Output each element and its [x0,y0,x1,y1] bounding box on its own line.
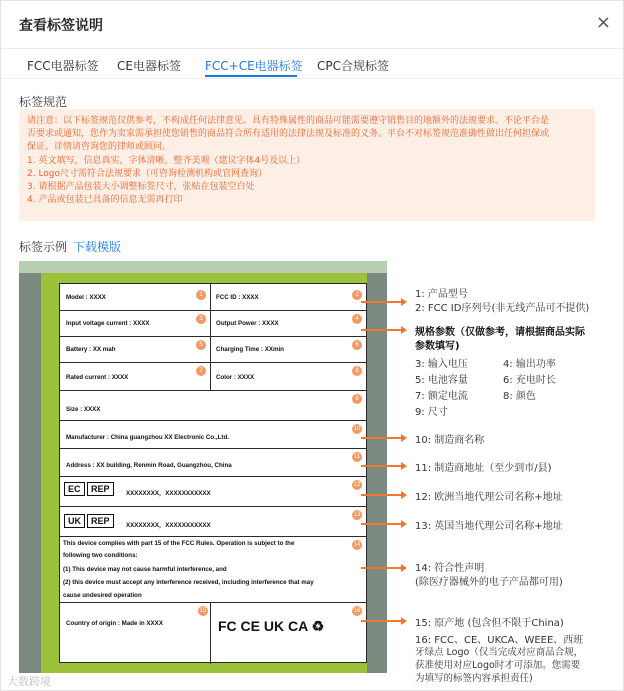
spec-annotation-title-2: 参数填写) [415,341,460,352]
marker-10: 10 [353,426,361,432]
label-sticker [59,283,367,663]
arrow [361,329,401,331]
arrow [361,523,401,525]
dialog-header [1,1,624,49]
spec-notice [19,109,595,221]
watermark: 大数跨境 [7,675,51,688]
marker-15: 15 [199,608,207,614]
arrow [361,301,401,303]
tab-ce[interactable]: CE电器标签 [117,59,181,73]
arrow-head [401,520,407,528]
annotation-5: 5: 电池容量 [415,375,468,386]
close-icon[interactable]: × [595,12,611,33]
marker-16: 16 [353,608,361,614]
arrow-head [401,462,407,470]
divider [60,448,366,449]
statement-line: cause undesired operation [63,592,142,599]
annotation-15: 15: 原产地 (包含但不限于China) [415,618,564,629]
example-section-title [19,238,121,255]
label-manufacturer: Manufacturer : China guangzhou XX Electronic Co.,Ltd. [66,434,229,441]
arrow-head [401,617,407,625]
divider [60,536,366,537]
label-model: Model : XXXX [66,294,106,301]
tab-cpc[interactable]: CPC合规标签 [317,59,389,73]
label-ec-rep: XXXXXXXX，XXXXXXXXXXX [126,490,211,497]
annotation-1: 1: 产品型号 [415,289,468,300]
annotation-16-line: 为填写的标签内容承担责任) [415,673,533,684]
active-tab-indicator [205,75,297,77]
annotation-6: 6: 充电时长 [503,375,556,386]
marker-6: 6 [352,340,362,350]
arrow-head [401,326,407,334]
marker-3: 3 [196,314,206,324]
marker-13: 13 [353,512,361,518]
annotation-11: 11: 制造商地址（至少到市/县) [415,463,552,474]
label-uk-rep: XXXXXXXX，XXXXXXXXXXX [126,522,211,529]
divider [210,602,211,664]
notice-line: 4. 产品或包装已具备的信息无需再打印 [27,195,183,206]
divider [210,284,211,390]
annotation-12: 12: 欧洲当地代理公司名称+地址 [415,492,563,503]
divider [60,602,366,603]
divider [60,420,366,421]
notice-line: 3. 请根据产品包装大小调整标签尺寸，张贴在包装空白处 [27,182,255,193]
label-fcc-id: FCC ID : XXXX [216,294,259,301]
label-battery: Battery : XX mah [66,346,116,353]
arrow-head [401,491,407,499]
dialog-title: 查看标签说明 [19,18,103,34]
label-charging-time: Charging Time : XXmin [216,346,284,353]
compliance-logos: FC CE UK CA ♻ [218,618,325,634]
divider [60,390,366,391]
annotation-10: 10: 制造商名称 [415,435,485,446]
label-output-power: Output Power : XXXX [216,320,279,327]
statement-line: following two conditions: [63,552,138,559]
annotation-13: 13: 英国当地代理公司名称+地址 [415,521,563,532]
ec-rep-symbol-ec: EC [64,482,85,496]
divider [60,336,366,337]
annotation-9: 9: 尺寸 [415,407,448,418]
arrow [361,620,401,622]
marker-1: 1 [196,290,206,300]
annotation-14-note: (除医疗器械外的电子产品都可用) [415,577,563,588]
statement-line: This device complies with part 15 of the FCC Rules. Operation is subject to the [63,540,295,547]
annotation-2: 2: FCC ID序列号(非无线产品可不提供) [415,303,590,314]
statement-line: (2) this device must accept any interference received, including interference that may [63,579,314,586]
tab-fcc-ce[interactable]: FCC+CE电器标签 [205,59,303,73]
spec-annotation-title: 规格参数（仅做参考，请根据商品实际 [415,327,585,338]
annotation-16-line: 获准使用对应Logo时才可添加。您需要 [415,660,581,671]
divider [60,310,366,311]
ec-rep-symbol-rep: REP [87,482,114,496]
download-template-link[interactable]: 下载模版 [73,240,122,254]
notice-line: 2. Logo尺寸需符合法规要求（可咨询检测机构或官网查询） [27,168,268,179]
marker-2: 2 [352,290,362,300]
marker-12: 12 [353,482,361,488]
arrow-head [401,434,407,442]
marker-11: 11 [353,454,361,460]
arrow [361,465,401,467]
marker-9: 9 [352,394,362,404]
annotation-16: 16: FCC、CE、UKCA、WEEE、西班 [415,635,584,646]
example-title: 标签示例 [19,240,68,254]
notice-line: 保证。详情请咨询您的律师或顾问。 [27,142,172,153]
spec-section-title: 标签规范 [19,95,68,109]
label-origin: Country of origin : Made in XXXX [66,620,163,627]
arrow-head [401,564,407,572]
notice-line: 1. 英文填写，信息真实，字体清晰，整齐美观（建议字体4号及以上） [27,155,306,166]
product-box-top [19,261,387,273]
marker-14: 14 [353,542,361,548]
statement-line: (1) This device may not cause harmful interference, and [63,566,227,573]
divider [60,476,366,477]
label-rated-current: Rated current : XXXX [66,374,129,381]
label-address: Address : XX building, Renmin Road, Guangzhou, China [66,462,232,469]
annotation-8: 8: 颜色 [503,391,536,402]
annotation-4: 4: 输出功率 [503,359,556,370]
label-size: Size : XXXX [66,406,101,413]
annotation-16-line: 牙绿点 Logo（仅当完成对应商品合规， [415,647,584,658]
annotation-3: 3: 输入电压 [415,359,468,370]
marker-4: 4 [352,314,362,324]
divider [60,362,366,363]
marker-7: 7 [196,366,206,376]
marker-5: 5 [196,340,206,350]
uk-rep-symbol-uk: UK [64,514,85,528]
arrow [361,494,401,496]
divider [60,506,366,507]
tab-bar [1,49,624,79]
notice-line: 请注意：以下标签规范仅供参考，不构成任何法律意见。具有特殊属性的商品可能需要遵守销售目的地额外的法规要求。不论平台是 [27,116,550,126]
label-example-photo [19,261,387,673]
arrow [361,567,401,569]
annotation-7: 7: 额定电流 [415,391,468,402]
label-color: Color : XXXX [216,374,255,381]
label-input-voltage: Input voltage current : XXXX [66,320,150,327]
arrow [361,437,401,439]
tab-fcc[interactable]: FCC电器标签 [27,59,99,73]
notice-line: 否要求或通知，您作为卖家需承担使您销售的商品符合所有适用的法律法规及标准的义务。平台不对标签规范准确性做出任何担保或 [27,129,550,140]
annotation-14: 14: 符合性声明 [415,563,485,574]
uk-rep-symbol-rep: REP [87,514,114,528]
marker-8: 8 [352,366,362,376]
arrow-head [401,298,407,306]
